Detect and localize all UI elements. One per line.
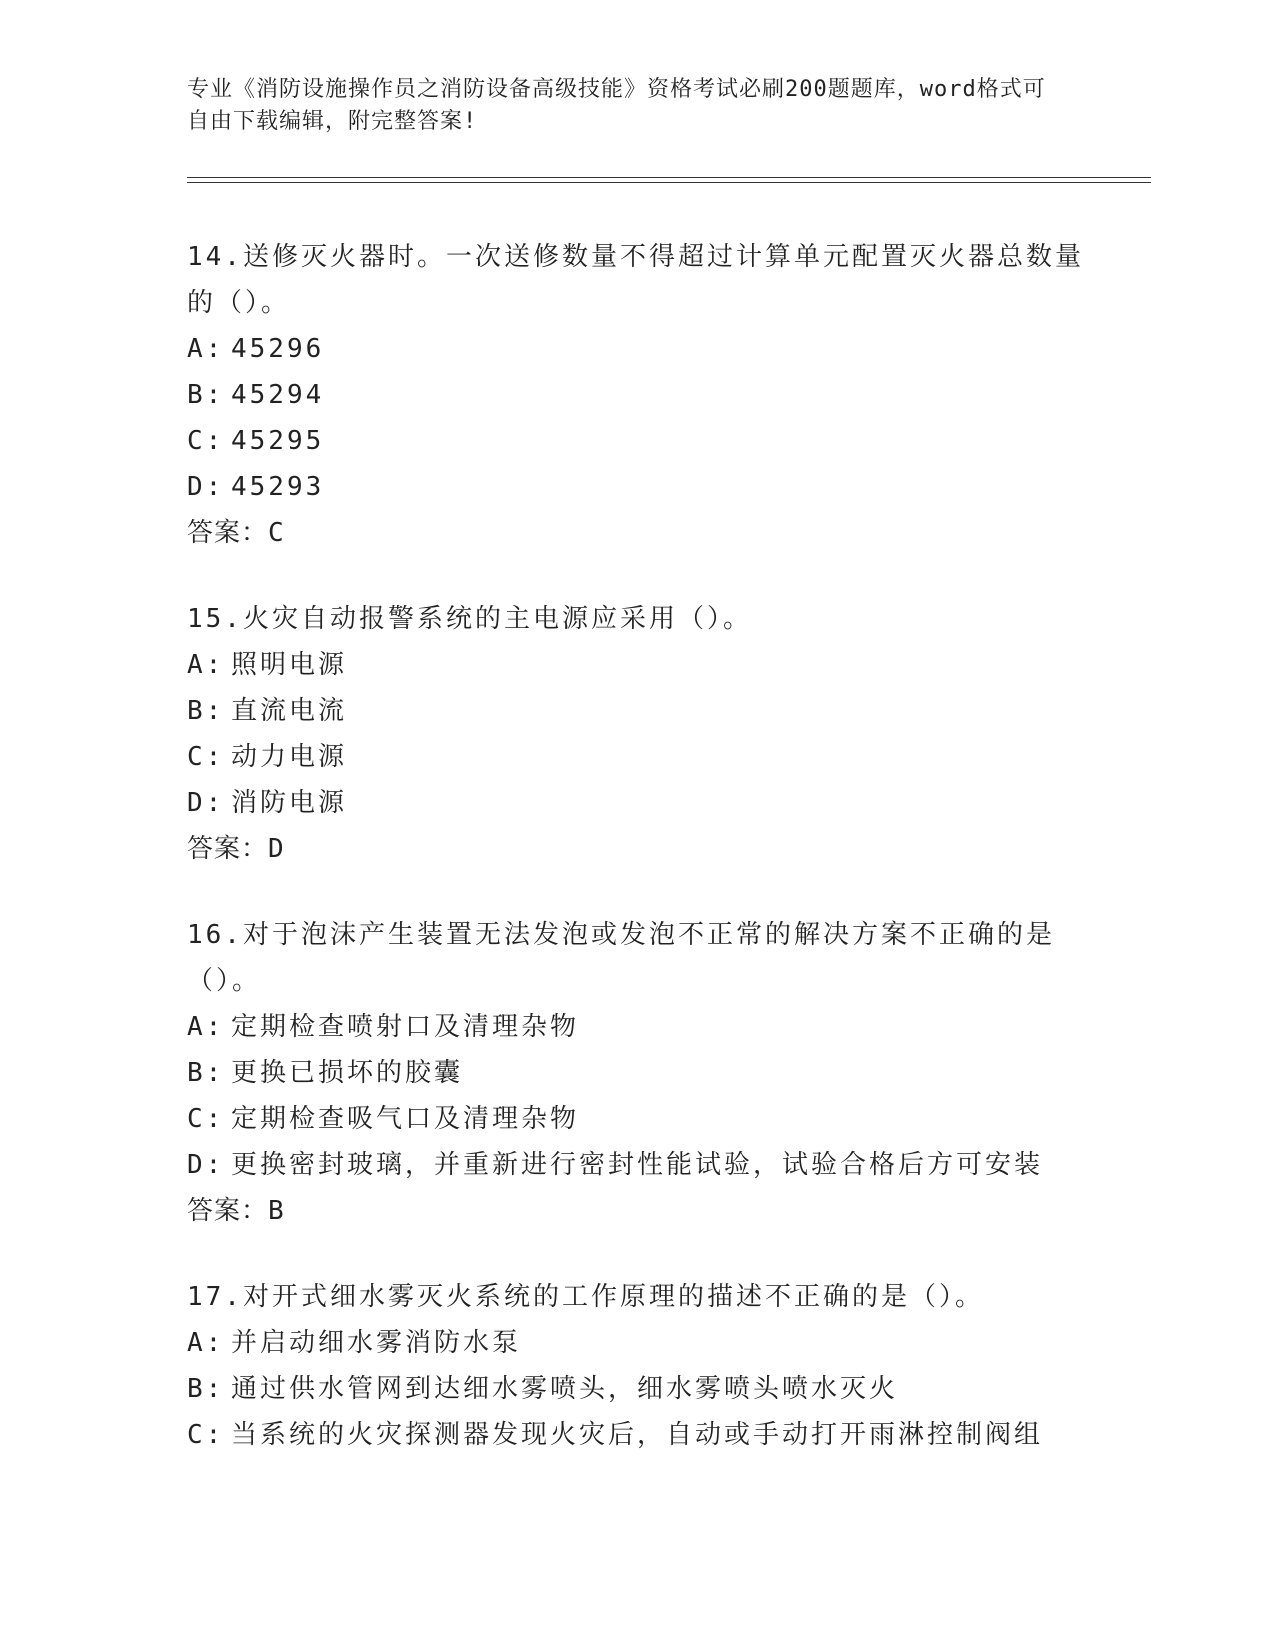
question-14 [187, 234, 1087, 556]
option-c [187, 734, 1087, 780]
question-stem: 16.对于泡沫产生装置无法发泡或发泡不正常的解决方案不正确的是（）。 [187, 920, 1055, 996]
answer: 答案：B [187, 1196, 285, 1226]
option-a [187, 642, 1087, 688]
option-b [187, 1366, 1087, 1412]
option-d [187, 1142, 1087, 1188]
option-c [187, 1096, 1087, 1142]
option-letter: C: [187, 742, 225, 772]
question-stem: 15.火灾自动报警系统的主电源应采用（）。 [187, 604, 752, 634]
option-letter: B: [187, 696, 225, 726]
option-text: 45295 [231, 426, 325, 456]
option-a [187, 326, 1087, 372]
option-text: 动力电源 [231, 742, 348, 772]
option-c [187, 418, 1087, 464]
option-letter: A: [187, 1012, 225, 1042]
header-rule-bottom [187, 182, 1151, 183]
option-letter: D: [187, 472, 225, 502]
option-b [187, 688, 1087, 734]
question-list [187, 234, 1087, 1498]
option-text: 更换密封玻璃，并重新进行密封性能试验，试验合格后方可安装 [231, 1150, 1044, 1180]
question-15 [187, 596, 1087, 872]
option-text: 更换已损坏的胶囊 [231, 1058, 464, 1088]
option-b [187, 372, 1087, 418]
question-stem: 14.送修灭火器时。一次送修数量不得超过计算单元配置灭火器总数量的（）。 [187, 242, 1084, 318]
option-letter: C: [187, 1420, 225, 1450]
option-b [187, 1050, 1087, 1096]
option-letter: B: [187, 1374, 225, 1404]
answer: 答案：D [187, 834, 285, 864]
option-text: 通过供水管网到达细水雾喷头，细水雾喷头喷水灭火 [231, 1374, 899, 1404]
option-c [187, 1412, 1087, 1458]
option-text: 当系统的火灾探测器发现火灾后，自动或手动打开雨淋控制阀组 [231, 1420, 1044, 1450]
header-rule-top [187, 177, 1151, 178]
question-16 [187, 912, 1087, 1234]
option-text: 定期检查喷射口及清理杂物 [231, 1012, 580, 1042]
option-letter: A: [187, 334, 225, 364]
option-letter: A: [187, 650, 225, 680]
option-letter: A: [187, 1328, 225, 1358]
option-text: 定期检查吸气口及清理杂物 [231, 1104, 580, 1134]
question-17 [187, 1274, 1087, 1458]
option-letter: C: [187, 426, 225, 456]
option-letter: D: [187, 1150, 225, 1180]
option-letter: B: [187, 380, 225, 410]
option-text: 直流电流 [231, 696, 348, 726]
option-text: 45294 [231, 380, 325, 410]
option-d [187, 464, 1087, 510]
option-a [187, 1004, 1087, 1050]
option-text: 45296 [231, 334, 325, 364]
document-header: 专业《消防设施操作员之消防设备高级技能》资格考试必刷200题题库，word格式可自由下载编辑，附完整答案! [187, 77, 1046, 134]
option-text: 45293 [231, 472, 325, 502]
option-d [187, 780, 1087, 826]
option-letter: D: [187, 788, 225, 818]
answer: 答案：C [187, 518, 285, 548]
option-letter: B: [187, 1058, 225, 1088]
option-letter: C: [187, 1104, 225, 1134]
option-text: 消防电源 [231, 788, 348, 818]
option-a [187, 1320, 1087, 1366]
option-text: 并启动细水雾消防水泵 [231, 1328, 522, 1358]
option-text: 照明电源 [231, 650, 348, 680]
question-stem: 17.对开式细水雾灭火系统的工作原理的描述不正确的是（）。 [187, 1282, 984, 1312]
